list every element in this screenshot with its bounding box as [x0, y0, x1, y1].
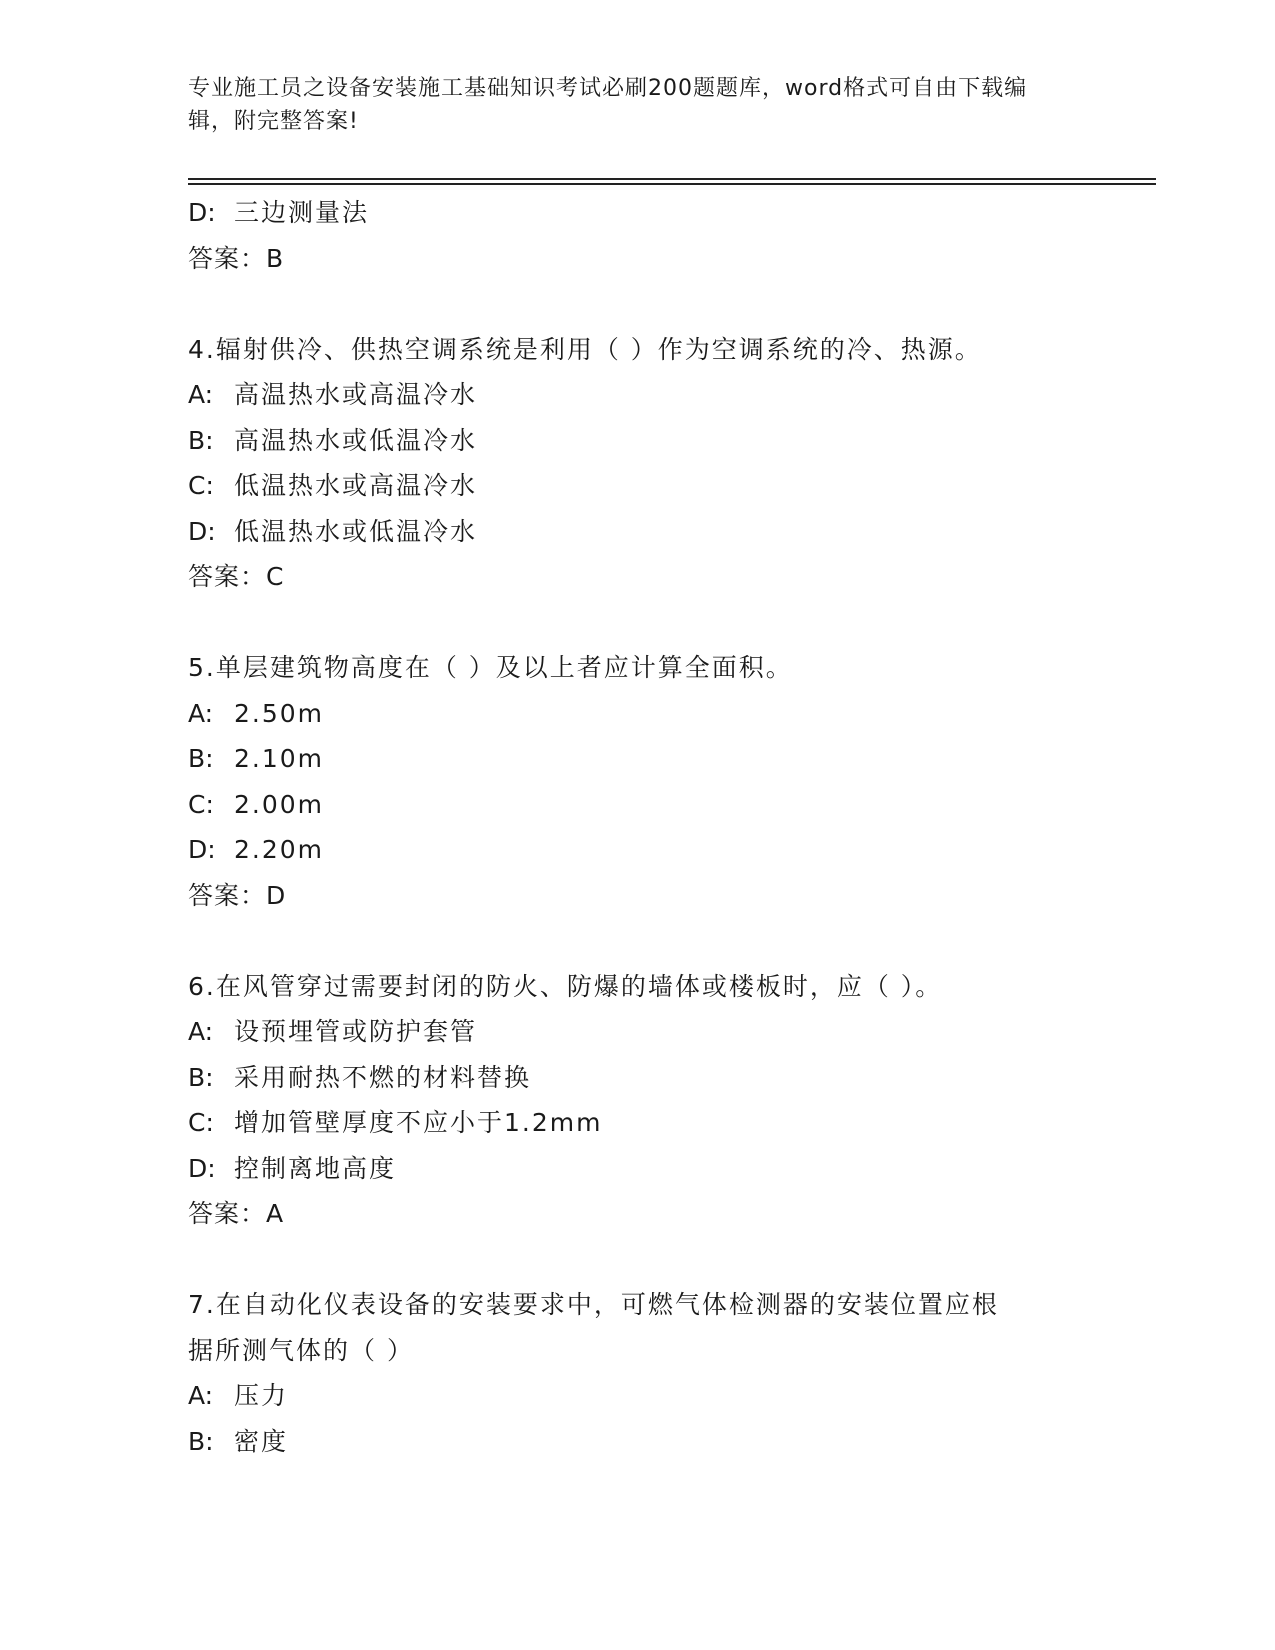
question-block-7	[188, 1282, 1088, 1464]
option-a	[188, 1009, 1088, 1055]
option-a	[188, 691, 1088, 737]
option-b	[188, 418, 1088, 464]
option-a	[188, 1373, 1088, 1419]
option-text: 三边测量法	[234, 198, 370, 227]
header-divider-bottom	[188, 183, 1156, 185]
option-b	[188, 736, 1088, 782]
option-text: 低温热水或高温冷水	[234, 471, 478, 500]
spacer	[188, 281, 1088, 327]
spacer	[188, 1237, 1088, 1283]
answer-line: 答案：A	[188, 1199, 285, 1228]
answer-line: 答案：D	[188, 880, 287, 910]
option-a	[188, 372, 1088, 418]
option-text: 2.00m	[234, 789, 325, 819]
option-d	[188, 190, 1088, 236]
option-c	[188, 1100, 1088, 1146]
option-b	[188, 1055, 1088, 1101]
answer-line: 答案：C	[188, 562, 285, 591]
option-key: B:	[188, 1062, 214, 1092]
option-text: 低温热水或低温冷水	[234, 516, 478, 546]
document-header	[188, 72, 1068, 138]
option-b	[188, 1419, 1088, 1465]
question-block-4	[188, 327, 1088, 600]
question-stem: 5.单层建筑物高度在（ ）及以上者应计算全面积。	[188, 653, 793, 682]
option-text: 压力	[234, 1381, 289, 1410]
question-block-6	[188, 964, 1088, 1237]
question-stem-continued: 据所测气体的（ ）	[188, 1335, 414, 1365]
option-text: 2.50m	[234, 698, 325, 728]
option-text: 高温热水或低温冷水	[234, 425, 478, 455]
option-text: 增加管壁厚度不应小于1.2mm	[234, 1108, 603, 1137]
spacer	[188, 918, 1088, 964]
option-key: B:	[188, 744, 214, 773]
option-key: A:	[188, 380, 214, 409]
option-key: D:	[188, 198, 216, 227]
option-c	[188, 463, 1088, 509]
question-stem: 6.在风管穿过需要封闭的防火、防爆的墙体或楼板时，应（ ）。	[188, 971, 943, 1001]
option-text: 高温热水或高温冷水	[234, 380, 478, 409]
question-block-5	[188, 645, 1088, 918]
option-d	[188, 509, 1088, 555]
option-key: D:	[188, 835, 216, 864]
option-text: 2.10m	[234, 744, 325, 773]
option-key: C:	[188, 1108, 214, 1137]
option-key: C:	[188, 789, 214, 819]
option-text: 采用耐热不燃的材料替换	[234, 1062, 532, 1092]
option-c	[188, 782, 1088, 828]
question-stem: 4.辐射供冷、供热空调系统是利用（ ）作为空调系统的冷、热源。	[188, 334, 982, 364]
option-key: B:	[188, 1426, 214, 1456]
option-text: 2.20m	[234, 835, 325, 864]
option-key: D:	[188, 516, 216, 546]
question-stem: 7.在自动化仪表设备的安装要求中，可燃气体检测器的安装位置应根	[188, 1290, 999, 1319]
header-divider-top	[188, 178, 1156, 180]
option-d	[188, 827, 1088, 873]
option-text: 控制离地高度	[234, 1153, 397, 1183]
answer-line: 答案：B	[188, 243, 285, 273]
question-list	[188, 190, 1088, 1464]
document-title: 专业施工员之设备安装施工基础知识考试必刷200题题库，word格式可自由下载编辑，附完整答案!	[188, 76, 1028, 134]
option-key: C:	[188, 471, 214, 500]
option-key: A:	[188, 698, 214, 728]
question-block-prev	[188, 190, 1088, 281]
option-key: D:	[188, 1153, 216, 1183]
option-key: B:	[188, 425, 214, 455]
spacer	[188, 600, 1088, 646]
option-key: A:	[188, 1017, 214, 1046]
option-d	[188, 1146, 1088, 1192]
option-text: 密度	[234, 1426, 289, 1456]
option-text: 设预埋管或防护套管	[234, 1017, 478, 1046]
option-key: A:	[188, 1381, 214, 1410]
